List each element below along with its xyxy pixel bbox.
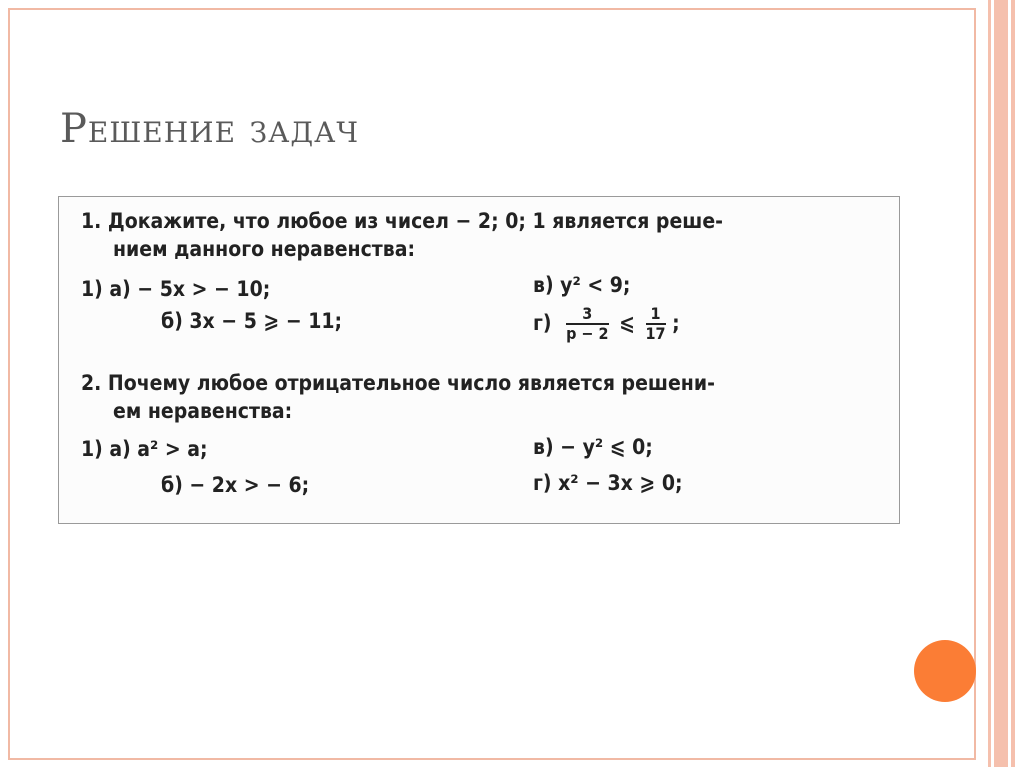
- fraction-right-numerator: 1: [646, 305, 666, 325]
- task2-item-a: 1) а) a² > a;: [81, 437, 208, 461]
- task1-item-a: 1) а) − 5x > − 10;: [81, 277, 271, 301]
- task2-item-c: в) − y² ⩽ 0;: [533, 435, 653, 459]
- task-box: [58, 196, 900, 524]
- task2-text-line2: ем неравенства:: [113, 399, 293, 423]
- decorative-stripes: [986, 0, 1024, 767]
- task1-item-b: б) 3x − 5 ⩾ − 11;: [161, 309, 343, 333]
- fraction-left-denominator: p − 2: [566, 324, 609, 343]
- fraction-left: [566, 305, 608, 343]
- task2-item-b: б) − 2x > − 6;: [161, 473, 310, 497]
- task1-text-line2: нием данного неравенства:: [113, 237, 416, 261]
- fraction-right: [646, 305, 666, 343]
- task1-item-d-end: ;: [672, 311, 680, 335]
- task1-item-d: [533, 305, 680, 343]
- task1-text-line1: 1. Докажите, что любое из чисел − 2; 0; 1 является реше-: [81, 209, 723, 233]
- slide-title: Решение задач: [60, 106, 359, 152]
- task1-item-c: в) y² < 9;: [533, 273, 631, 297]
- task1-item-d-label: г): [533, 311, 552, 335]
- fraction-right-denominator: 17: [645, 324, 666, 343]
- inequality-sign: ⩽: [619, 311, 635, 335]
- task2-item-d: г) x² − 3x ⩾ 0;: [533, 471, 683, 495]
- orange-circle-decoration: [914, 640, 976, 702]
- task2-text-line1: 2. Почему любое отрицательное число является решени-: [81, 371, 715, 395]
- fraction-left-numerator: 3: [566, 305, 608, 325]
